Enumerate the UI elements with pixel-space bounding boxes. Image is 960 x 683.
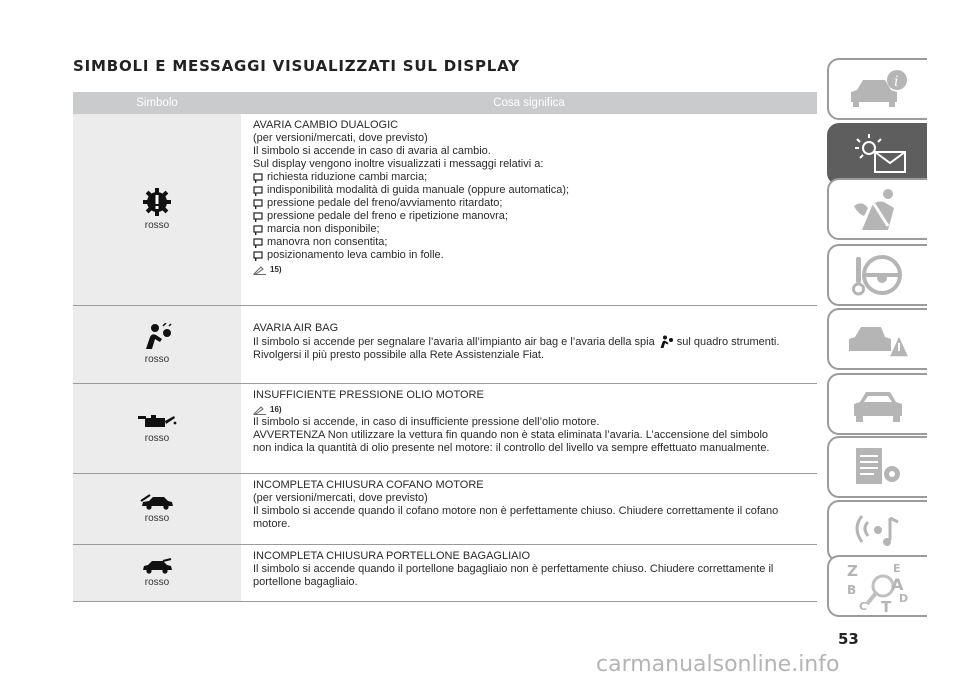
tab-multimedia[interactable] <box>827 500 927 562</box>
color-label: rosso <box>144 220 170 231</box>
index-letter: T <box>881 598 892 614</box>
watermark: carmanualsonline.info <box>596 652 840 677</box>
list-item <box>253 197 817 210</box>
table-row <box>73 474 817 545</box>
list-item <box>253 249 817 262</box>
note-ref-text: 15) <box>270 265 282 274</box>
svg-text:i: i <box>894 74 899 90</box>
symbol-cell <box>73 306 241 383</box>
page-number: 53 <box>838 630 859 648</box>
text-line: non indica la quantità di olio presente nel motore: il controllo del livello va sempre effettuato manualmente. <box>253 442 770 454</box>
tab-technical-data[interactable] <box>827 436 927 498</box>
text-line: Il simbolo si accende, in caso di insufficiente pressione dell’olio motore. <box>253 416 600 428</box>
safety-seatbelt-icon <box>848 186 908 232</box>
bullet-icon <box>253 212 263 222</box>
symbols-table <box>73 92 817 602</box>
index-letter: B <box>847 583 857 597</box>
text-line: AVVERTENZA Non utilizzare la vettura fin quando non è stata eliminata l’avaria. L’accensione del simbolo <box>253 429 769 441</box>
tab-emergency[interactable] <box>827 308 927 370</box>
list-item <box>253 210 817 223</box>
gearbox-warning-icon <box>142 187 172 217</box>
text-line: (per versioni/mercati, dove previsto) <box>253 132 428 144</box>
table-header <box>73 92 817 114</box>
list-item <box>253 171 817 184</box>
list-item-text: marcia non disponibile; <box>267 223 380 235</box>
symbol-cell <box>73 114 241 305</box>
alphabetical-index-icon <box>845 558 911 614</box>
text-line: motore. <box>253 518 291 530</box>
text-line: Il simbolo si accende quando il cofano motore non è perfettamente chiuso. Chiudere correttamente il cofano <box>253 505 779 517</box>
tab-warning-lights[interactable] <box>827 123 927 185</box>
text-line: Sul display vengono inoltre visualizzati i messaggi relativi a: <box>253 158 544 170</box>
symbol-cell <box>73 474 241 544</box>
oil-can-icon <box>137 412 177 430</box>
page-title: SIMBOLI E MESSAGGI VISUALIZZATI SUL DISPLAY <box>73 57 520 75</box>
list-item-text: indisponibilità modalità di guida manuale (oppure automatica); <box>267 184 570 196</box>
index-letter: D <box>899 592 909 605</box>
list-item-text: posizionamento leva cambio in folle. <box>267 249 444 261</box>
description-cell <box>241 114 817 305</box>
header-meaning: Cosa significa <box>493 97 565 109</box>
text-line: portellone bagagliaio. <box>253 576 358 588</box>
description-cell <box>241 474 817 544</box>
color-label: rosso <box>144 433 170 444</box>
row-title: AVARIA CAMBIO DUALOGIC <box>253 119 399 131</box>
list-item-text: manovra non consentita; <box>267 236 388 248</box>
airbag-icon <box>658 335 674 349</box>
header-symbol: Simbolo <box>136 97 178 109</box>
table-row <box>73 306 817 384</box>
car-info-icon <box>845 68 911 110</box>
bullet-icon <box>253 199 263 209</box>
car-tailgate-open-icon <box>141 558 173 574</box>
list-item-text: richiesta riduzione cambi marcia; <box>267 171 428 183</box>
bullet-icon <box>253 173 263 183</box>
list-item <box>253 223 817 236</box>
airbag-icon <box>142 323 172 351</box>
index-letter: C <box>859 600 868 613</box>
table-row <box>73 545 817 602</box>
technical-data-icon <box>848 444 908 490</box>
symbol-cell <box>73 384 241 473</box>
tab-index[interactable] <box>827 555 927 617</box>
multimedia-icon <box>848 508 908 554</box>
symbol-cell <box>73 545 241 601</box>
text-line: Il simbolo si accende quando il portellone bagagliaio non è perfettamente chiuso. Chiudere correttamente il <box>253 563 774 575</box>
note-pencil-icon <box>253 405 267 415</box>
text-segment: Il simbolo si accende per segnalare l’avaria all’impianto air bag e l’avaria della spia <box>253 335 655 348</box>
bullet-icon <box>253 238 263 248</box>
note-reference <box>253 403 817 416</box>
tab-starting-driving[interactable] <box>827 244 927 306</box>
car-emergency-icon <box>845 317 911 361</box>
tab-car-info[interactable] <box>827 58 927 120</box>
text-segment: sul quadro strumenti. <box>676 335 780 348</box>
table-row <box>73 114 817 306</box>
color-label: rosso <box>144 576 170 588</box>
note-pencil-icon <box>253 265 267 275</box>
car-hood-open-icon <box>140 494 174 510</box>
list-item-text: pressione pedale del freno e ripetizione manovra; <box>267 210 508 222</box>
note-ref-text: 16) <box>270 405 282 414</box>
tab-safety[interactable] <box>827 178 927 240</box>
index-letter: E <box>893 562 901 575</box>
list-item <box>253 184 817 197</box>
color-label: rosso <box>144 354 170 365</box>
bullet-icon <box>253 225 263 235</box>
row-title: INCOMPLETA CHIUSURA PORTELLONE BAGAGLIAIO <box>253 550 531 562</box>
description-cell <box>241 545 817 601</box>
bullet-icon <box>253 251 263 261</box>
steering-wheel-key-icon <box>848 251 908 299</box>
row-title: INSUFFICIENTE PRESSIONE OLIO MOTORE <box>253 389 484 401</box>
list-item <box>253 236 817 249</box>
list-item-text: pressione pedale del freno/avviamento ritardato; <box>267 197 503 209</box>
description-cell <box>241 306 817 383</box>
note-reference <box>253 263 817 276</box>
index-letter: Z <box>847 562 858 580</box>
row-title: INCOMPLETA CHIUSURA COFANO MOTORE <box>253 479 484 491</box>
text-line: (per versioni/mercati, dove previsto) <box>253 492 428 504</box>
color-label: rosso <box>144 512 170 524</box>
text-line: Il simbolo si accende in caso di avaria al cambio. <box>253 145 491 157</box>
description-cell <box>241 384 817 473</box>
text-line: Rivolgersi il più presto possibile alla Rete Assistenziale Fiat. <box>253 349 545 361</box>
index-letter: A <box>891 575 904 594</box>
tab-maintenance[interactable] <box>827 373 927 435</box>
warning-lights-messages-icon <box>845 132 911 176</box>
bullet-icon <box>253 186 263 196</box>
table-row <box>73 384 817 474</box>
text-line <box>253 335 817 349</box>
row-title: AVARIA AIR BAG <box>253 322 339 334</box>
car-maintenance-icon <box>848 384 908 424</box>
